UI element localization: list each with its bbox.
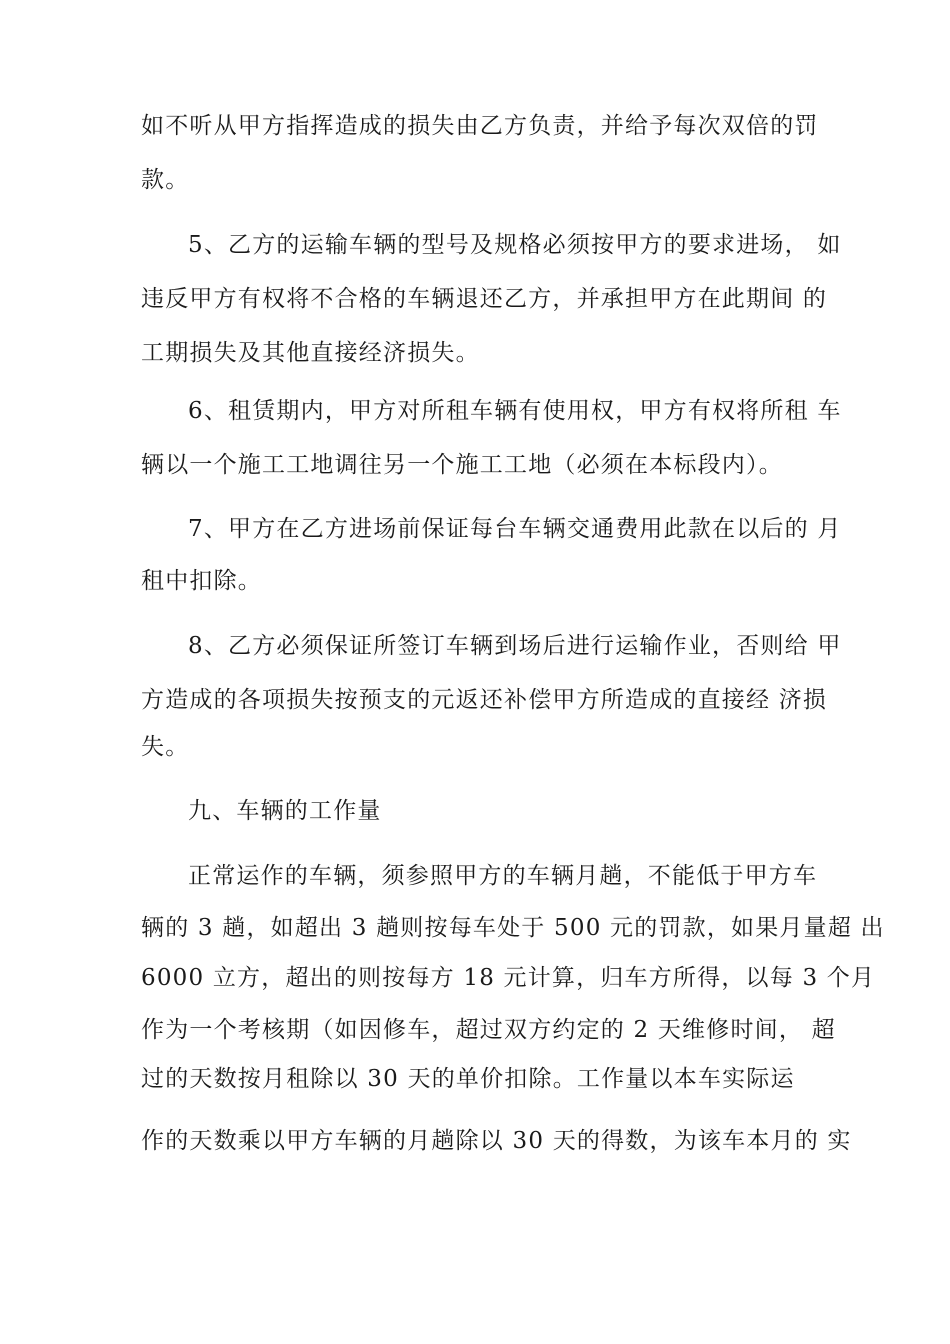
text-line: 租中扣除。 xyxy=(141,568,262,594)
text-line: 方造成的各项损失按预支的元返还补偿甲方所造成的直接经 济损 xyxy=(141,687,828,713)
paragraph-5-line: 5、乙方的运输车辆的型号及规格必须按甲方的要求进场， 如 xyxy=(188,232,842,258)
text-line: 过的天数按月租除以 30 天的单价扣除。工作量以本车实际运 xyxy=(141,1066,795,1092)
text-line: 失。 xyxy=(141,734,190,760)
paragraph-6-line: 6、租赁期内，甲方对所租车辆有使用权，甲方有权将所租 车 xyxy=(188,398,842,424)
text-line: 辆以一个施工工地调往另一个施工工地（必须在本标段内）。 xyxy=(141,452,783,478)
paragraph-workload-line: 正常运作的车辆，须参照甲方的车辆月趟，不能低于甲方车 xyxy=(188,863,818,889)
text-line: 作的天数乘以甲方车辆的月趟除以 30 天的得数，为该车本月的 实 xyxy=(141,1128,852,1154)
paragraph-8-line: 8、乙方必须保证所签订车辆到场后进行运输作业，否则给 甲 xyxy=(188,633,842,659)
text-line: 工期损失及其他直接经济损失。 xyxy=(141,340,480,366)
text-line: 款。 xyxy=(141,167,190,193)
text-line: 6000 立方，超出的则按每方 18 元计算，归车方所得，以每 3 个月 xyxy=(141,965,876,991)
text-line: 辆的 3 趟，如超出 3 趟则按每车处于 500 元的罚款，如果月量超 出 xyxy=(141,915,885,941)
section-heading: 九、车辆的工作量 xyxy=(188,798,382,824)
text-line: 作为一个考核期（如因修车，超过双方约定的 2 天维修时间， 超 xyxy=(141,1017,836,1043)
text-line: 如不听从甲方指挥造成的损失由乙方负责，并给予每次双倍的罚 xyxy=(141,113,819,139)
paragraph-7-line: 7、甲方在乙方进场前保证每台车辆交通费用此款在以后的 月 xyxy=(188,516,842,542)
text-line: 违反甲方有权将不合格的车辆退还乙方，并承担甲方在此期间 的 xyxy=(141,286,828,312)
